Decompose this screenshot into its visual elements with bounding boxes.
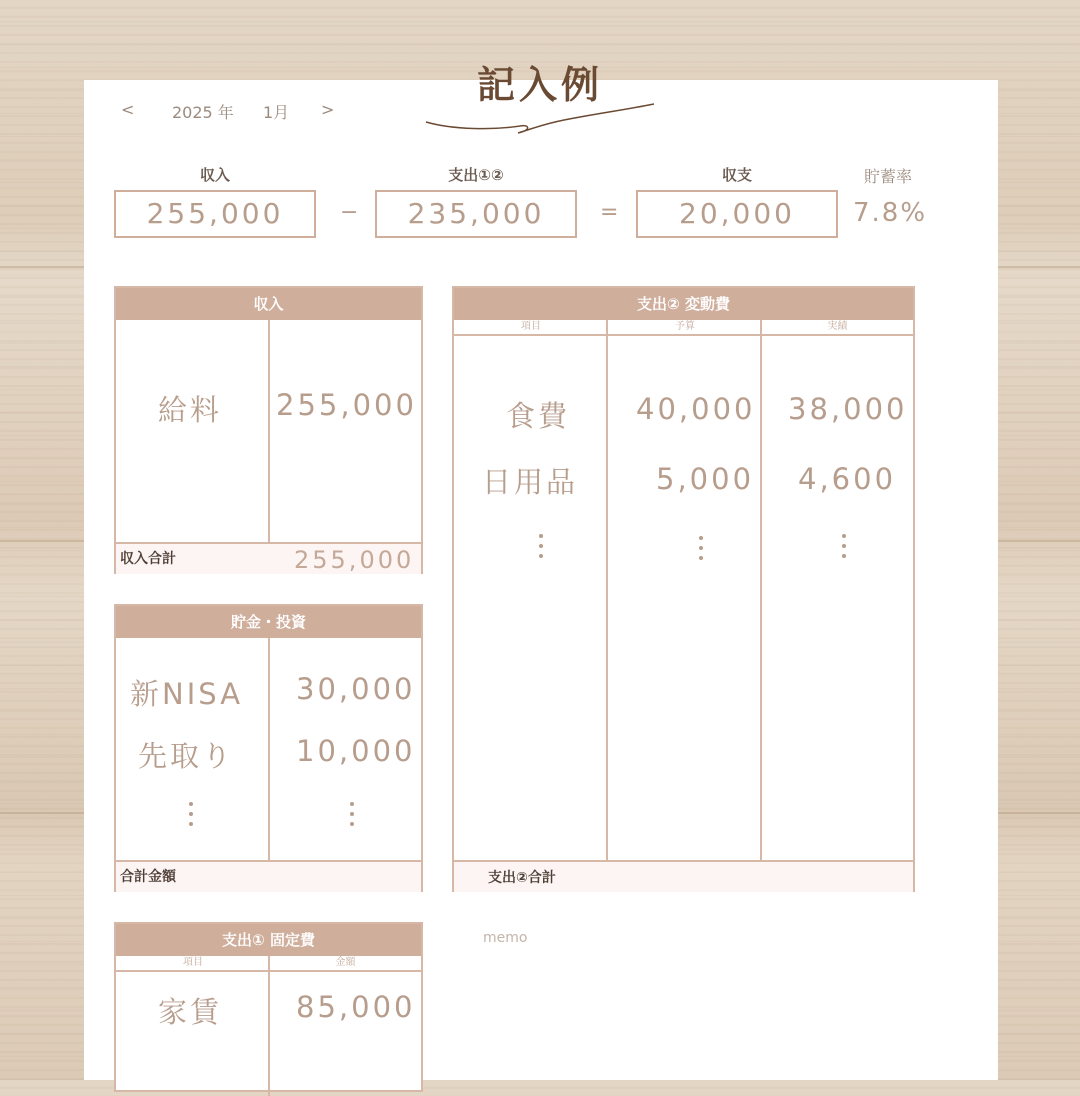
- variable-actual: 4,600: [798, 462, 897, 496]
- minus-sign: −: [340, 200, 359, 225]
- summary-income-label: 収入: [199, 166, 230, 184]
- income-table-header: 収入: [116, 288, 421, 320]
- savings-rate-value: 7.8%: [853, 198, 928, 228]
- savings-item: 新NISA: [130, 677, 244, 711]
- memo-label: memo: [483, 930, 528, 946]
- variable-item: 食費: [506, 399, 571, 433]
- prev-month-arrow-icon[interactable]: <: [121, 100, 135, 119]
- summary-expense-label: 支出①②: [448, 166, 504, 184]
- month-label: 1月: [263, 103, 290, 122]
- variable-budget: 40,000: [636, 392, 756, 426]
- column-divider: [760, 320, 762, 890]
- column-divider: [268, 638, 270, 860]
- savings-table-header: 貯金・投資: [116, 606, 421, 638]
- fixed-expense-table: [114, 922, 423, 1092]
- savings-amount: 30,000: [296, 672, 416, 706]
- vertical-ellipsis-icon: [349, 802, 355, 832]
- title-swash-decoration: [424, 100, 656, 140]
- column-divider: [268, 320, 270, 542]
- savings-item: 先取り: [138, 739, 235, 773]
- income-total-label: 収入合計: [120, 551, 176, 567]
- income-table: [114, 286, 423, 574]
- column-header-item: 項目: [454, 320, 608, 336]
- next-month-arrow-icon[interactable]: >: [321, 100, 335, 119]
- savings-rate-label: 貯蓄率: [864, 167, 913, 186]
- vertical-ellipsis-icon: [538, 534, 544, 564]
- equals-sign: =: [600, 200, 619, 225]
- variable-table-header: 支出② 変動費: [454, 288, 913, 320]
- summary-expense-box: 235,000: [375, 190, 577, 238]
- variable-total-label: 支出②合計: [488, 870, 556, 886]
- column-divider: [606, 320, 608, 890]
- summary-income-box: 255,000: [114, 190, 316, 238]
- page-title: 記入例: [476, 63, 603, 107]
- income-item: 給料: [158, 393, 223, 427]
- fixed-amount: 85,000: [296, 990, 416, 1024]
- savings-amount: 10,000: [296, 734, 416, 768]
- vertical-ellipsis-icon: [841, 534, 847, 564]
- summary-balance-box: 20,000: [636, 190, 838, 238]
- summary-balance-label: 収支: [721, 166, 752, 184]
- fixed-table-header: 支出① 固定費: [116, 924, 421, 956]
- vertical-ellipsis-icon: [698, 536, 704, 566]
- variable-actual: 38,000: [788, 392, 908, 426]
- variable-expense-table: [452, 286, 915, 892]
- savings-table: [114, 604, 423, 892]
- column-header-item: 項目: [116, 956, 270, 972]
- variable-budget: 5,000: [656, 462, 755, 496]
- year-label: 2025 年: [172, 103, 234, 122]
- column-header-budget: 予算: [608, 320, 762, 336]
- fixed-item: 家賃: [158, 995, 223, 1029]
- variable-item: 日用品: [482, 465, 579, 499]
- column-divider: [268, 956, 270, 1096]
- income-total-value: 255,000: [294, 546, 415, 574]
- column-header-actual: 実績: [762, 320, 913, 336]
- income-amount: 255,000: [276, 388, 417, 422]
- savings-total-label: 合計金額: [120, 869, 176, 885]
- vertical-ellipsis-icon: [188, 802, 194, 832]
- column-header-amount: 金額: [270, 956, 421, 972]
